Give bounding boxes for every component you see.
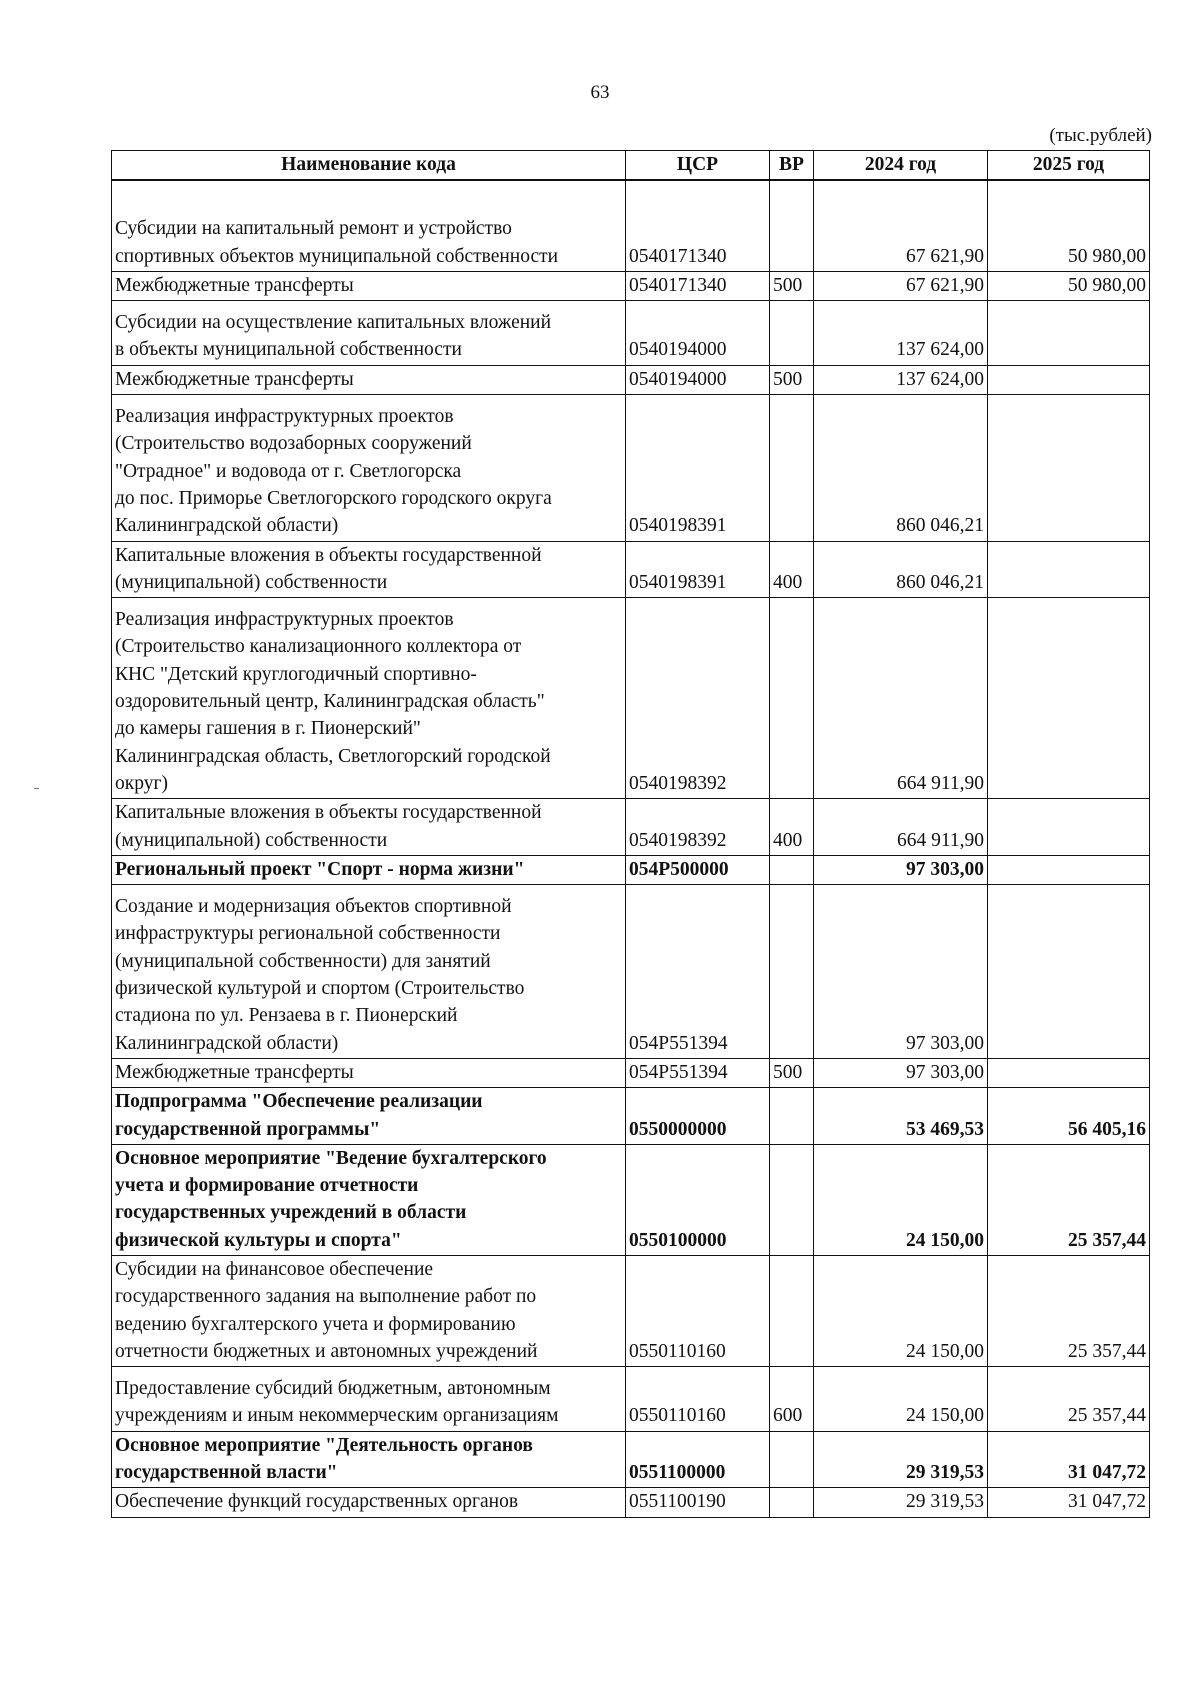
row-2024: 24 150,00 — [814, 1144, 988, 1255]
row-2024: 67 621,90 — [814, 271, 988, 300]
row-vr — [770, 301, 814, 366]
table-row — [112, 301, 1150, 366]
budget-table — [111, 150, 1150, 1518]
row-csr: 0550000000 — [626, 1088, 770, 1145]
row-vr — [770, 885, 814, 1059]
row-2024: 664 911,90 — [814, 799, 988, 856]
table-row — [112, 1488, 1150, 1517]
row-csr: 0540194000 — [626, 301, 770, 366]
row-name: Межбюджетные трансферты — [112, 271, 626, 300]
row-name: Реализация инфраструктурных проектов (Строительство водозаборных сооружений "Отрадное" и водовода от г. Светлогорска до пос. Приморье Светлогорского городского округа Калининградской области) — [112, 395, 626, 541]
row-name: Межбюджетные трансферты — [112, 365, 626, 394]
table-row — [112, 271, 1150, 300]
row-2025 — [988, 541, 1150, 598]
row-2025: 25 357,44 — [988, 1255, 1150, 1366]
table-row — [112, 1144, 1150, 1255]
table-row — [112, 1431, 1150, 1488]
header-vr: ВР — [770, 151, 814, 181]
row-vr — [770, 180, 814, 271]
header-name: Наименование кода — [112, 151, 626, 181]
row-csr: 0550110160 — [626, 1255, 770, 1366]
row-name: Субсидии на финансовое обеспечение государственного задания на выполнение работ по ведению бухгалтерского учета и формированию отчетности бюджетных и автономных учреждений — [112, 1255, 626, 1366]
row-csr: 0550100000 — [626, 1144, 770, 1255]
row-2025 — [988, 885, 1150, 1059]
row-name: Основное мероприятие "Деятельность органов государственной власти" — [112, 1431, 626, 1488]
row-vr: 400 — [770, 799, 814, 856]
row-vr: 600 — [770, 1367, 814, 1432]
row-vr — [770, 1144, 814, 1255]
table-row — [112, 598, 1150, 799]
table-row — [112, 1058, 1150, 1087]
row-csr: 0540198392 — [626, 799, 770, 856]
table-row — [112, 799, 1150, 856]
header-csr: ЦСР — [626, 151, 770, 181]
row-vr: 500 — [770, 365, 814, 394]
row-csr: 0540194000 — [626, 365, 770, 394]
row-csr: 0540198392 — [626, 598, 770, 799]
row-2025: 31 047,72 — [988, 1431, 1150, 1488]
row-name: Субсидии на осуществление капитальных вложений в объекты муниципальной собственности — [112, 301, 626, 366]
row-2024: 97 303,00 — [814, 855, 988, 884]
table-header-row — [112, 151, 1150, 181]
row-vr — [770, 1088, 814, 1145]
scan-mark — [34, 788, 39, 789]
row-2025 — [988, 395, 1150, 541]
row-csr: 0540171340 — [626, 180, 770, 271]
row-csr: 054P551394 — [626, 1058, 770, 1087]
row-name: Основное мероприятие "Ведение бухгалтерского учета и формирование отчетности государственных учреждений в области физической культуры и спорта" — [112, 1144, 626, 1255]
row-vr: 500 — [770, 1058, 814, 1087]
page-number: 63 — [590, 82, 610, 103]
table-row — [112, 1088, 1150, 1145]
row-2024: 67 621,90 — [814, 180, 988, 271]
row-2025: 25 357,44 — [988, 1367, 1150, 1432]
row-csr: 0551100000 — [626, 1431, 770, 1488]
row-name: Региональный проект "Спорт - норма жизни" — [112, 855, 626, 884]
row-vr — [770, 395, 814, 541]
row-2024: 24 150,00 — [814, 1367, 988, 1432]
table-row — [112, 541, 1150, 598]
table-row — [112, 1367, 1150, 1432]
row-2024: 24 150,00 — [814, 1255, 988, 1366]
header-2025: 2025 год — [988, 151, 1150, 181]
row-2024: 29 319,53 — [814, 1431, 988, 1488]
table-row — [112, 855, 1150, 884]
row-2025: 50 980,00 — [988, 271, 1150, 300]
row-vr: 400 — [770, 541, 814, 598]
row-2025 — [988, 1058, 1150, 1087]
row-name: Подпрограмма "Обеспечение реализации государственной программы" — [112, 1088, 626, 1145]
row-2024: 53 469,53 — [814, 1088, 988, 1145]
row-2024: 29 319,53 — [814, 1488, 988, 1517]
row-vr — [770, 1255, 814, 1366]
row-2025 — [988, 598, 1150, 799]
row-name: Капитальные вложения в объекты государственной (муниципальной) собственности — [112, 799, 626, 856]
row-2024: 97 303,00 — [814, 885, 988, 1059]
row-name: Предоставление субсидий бюджетным, автономным учреждениям и иным некоммерческим организациям — [112, 1367, 626, 1432]
row-2025: 31 047,72 — [988, 1488, 1150, 1517]
row-csr: 0550110160 — [626, 1367, 770, 1432]
row-name: Межбюджетные трансферты — [112, 1058, 626, 1087]
row-2025 — [988, 855, 1150, 884]
row-name: Субсидии на капитальный ремонт и устройство спортивных объектов муниципальной собственности — [112, 180, 626, 271]
row-vr — [770, 1488, 814, 1517]
table-row — [112, 1255, 1150, 1366]
row-name: Создание и модернизация объектов спортивной инфраструктуры региональной собственности (муниципальной собственности) для занятий физической культурой и спортом (Строительство стадиона по ул. Рензаева в г. Пионерский Калининградской области) — [112, 885, 626, 1059]
table-row — [112, 395, 1150, 541]
row-2024: 137 624,00 — [814, 301, 988, 366]
row-csr: 0551100190 — [626, 1488, 770, 1517]
header-2024: 2024 год — [814, 151, 988, 181]
row-2024: 664 911,90 — [814, 598, 988, 799]
row-vr — [770, 598, 814, 799]
row-name: Реализация инфраструктурных проектов (Строительство канализационного коллектора от КНС "Детский круглогодичный спортивно- оздоровительный центр, Калининградская область" до камеры гашения в г. Пионерский" Калининградская область, Светлогорский городской округ) — [112, 598, 626, 799]
row-2025: 50 980,00 — [988, 180, 1150, 271]
row-2025 — [988, 799, 1150, 856]
row-2025: 25 357,44 — [988, 1144, 1150, 1255]
row-2024: 860 046,21 — [814, 541, 988, 598]
row-name: Капитальные вложения в объекты государственной (муниципальной) собственности — [112, 541, 626, 598]
row-vr: 500 — [770, 271, 814, 300]
row-csr: 0540198391 — [626, 395, 770, 541]
table-row — [112, 885, 1150, 1059]
row-2025: 56 405,16 — [988, 1088, 1150, 1145]
units-label: (тыс.рублей) — [1049, 125, 1152, 146]
row-csr: 054P500000 — [626, 855, 770, 884]
row-name: Обеспечение функций государственных органов — [112, 1488, 626, 1517]
table-row — [112, 365, 1150, 394]
row-csr: 054P551394 — [626, 885, 770, 1059]
row-2024: 97 303,00 — [814, 1058, 988, 1087]
row-2024: 860 046,21 — [814, 395, 988, 541]
row-vr — [770, 1431, 814, 1488]
row-csr: 0540171340 — [626, 271, 770, 300]
row-2025 — [988, 301, 1150, 366]
row-2024: 137 624,00 — [814, 365, 988, 394]
table-row — [112, 180, 1150, 271]
row-2025 — [988, 365, 1150, 394]
row-vr — [770, 855, 814, 884]
row-csr: 0540198391 — [626, 541, 770, 598]
